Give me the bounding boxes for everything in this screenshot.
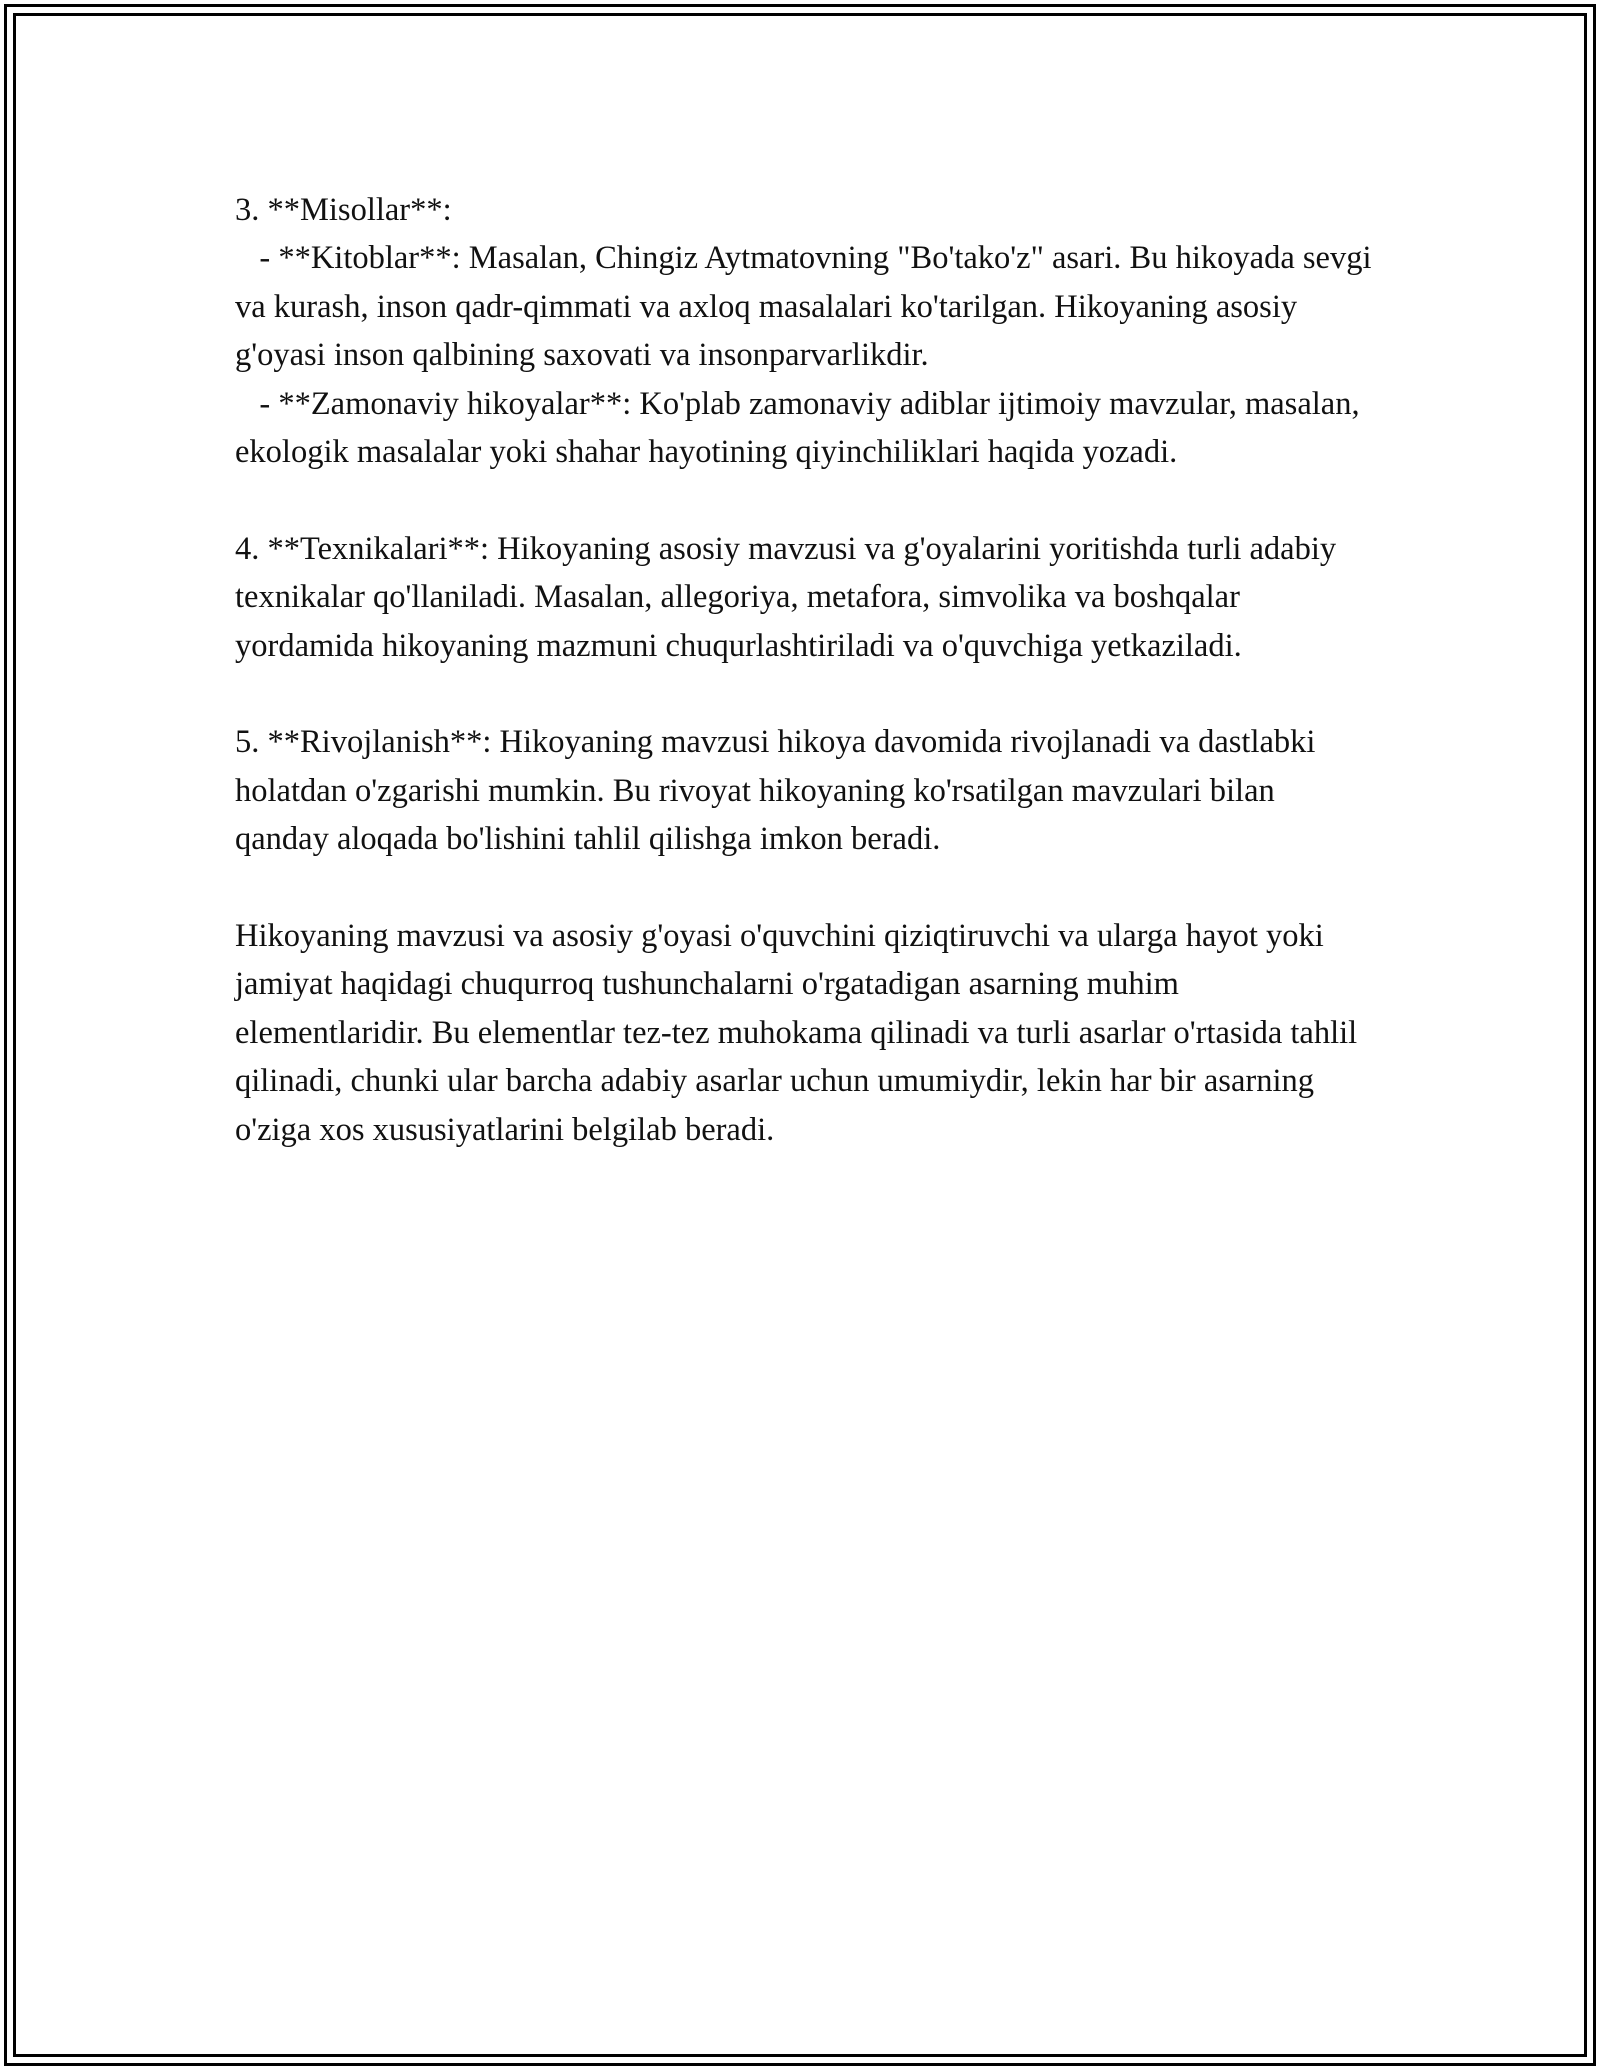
paragraph-development: 5. **Rivojlanish**: Hikoyaning mavzusi hikoya davomida rivojlanadi va dastlabki holatdan o'zgarishi mumkin. Bu rivoyat hikoyaning ko'rsatilgan mavzulari bilan qanday aloqada bo'lishini tahlil qilishga imkon beradi.	[235, 724, 1324, 858]
paragraph-examples: 3. **Misollar**: - **Kitoblar**: Masalan, Chingiz Aytmatovning "Bo'tako'z" asari. Bu hikoyada sevgi va kurash, inson qadr-qimmati va axloq masalalari ko'tarilgan. Hikoyaning asosiy g'oyasi inson qalbining saxovati va insonparvarlikdir. - **Zamonaviy hikoyalar**: Ko'plab zamonaviy adiblar ijtimoiy mavzular, masalan, ekologik masalalar yoki shahar hayotining qiyinchiliklari haqida yozadi.	[235, 192, 1372, 471]
document-body	[235, 186, 1375, 1154]
paragraph-gap	[235, 476, 1375, 524]
paragraph-techniques: 4. **Texnikalari**: Hikoyaning asosiy mavzusi va g'oyalarini yoritishda turli adabiy texnikalar qo'llaniladi. Masalan, allegoriya, metafora, simvolika va boshqalar yordamida hikoyaning mazmuni chuqurlashtiriladi va o'quvchiga yetkaziladi.	[235, 530, 1345, 664]
paragraph-conclusion: Hikoyaning mavzusi va asosiy g'oyasi o'quvchini qiziqtiruvchi va ularga hayot yoki jamiyat haqidagi chuqurroq tushunchalarni o'rgatadigan asarning muhim elementlaridir. Bu elementlar tez-tez muhokama qilinadi va turli asarlar o'rtasida tahlil qilinadi, chunki ular barcha adabiy asarlar uchun umumiydir, lekin har bir asarning o'ziga xos xususiyatlarini belgilab beradi.	[235, 918, 1366, 1148]
paragraph-gap	[235, 670, 1375, 718]
paragraph-gap	[235, 864, 1375, 912]
